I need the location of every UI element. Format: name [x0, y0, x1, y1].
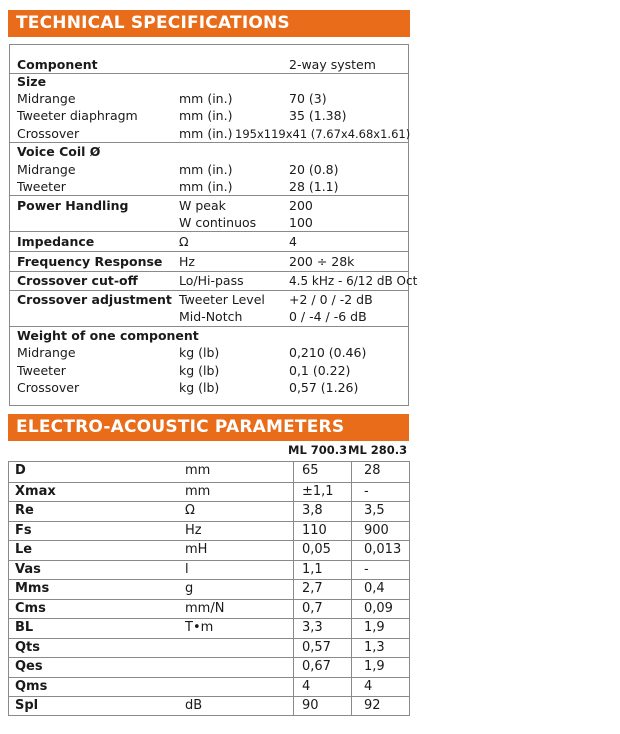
frequency-response-value: 200 ÷ 28k [289, 254, 355, 269]
ml-700-3-value: 3,3 [302, 620, 323, 635]
weight-midrange-label: Midrange [17, 345, 76, 360]
parameter-row [9, 618, 409, 638]
crossover-adjustment-label: Crossover adjustment [17, 292, 172, 307]
parameter-name: Qes [15, 659, 43, 674]
parameter-row [9, 462, 409, 481]
ml-700-3-value: 1,1 [302, 561, 323, 577]
parameter-row [9, 677, 409, 697]
parameter-unit: T•m [185, 620, 214, 635]
weight-midrange-value: 0,210 (0.46) [289, 345, 367, 360]
parameter-row [9, 599, 409, 619]
component-label: Component [17, 57, 98, 72]
size-label: Size [17, 74, 47, 89]
ml-280-3-value: 0,013 [364, 542, 402, 557]
ml-700-3-value: 4 [302, 678, 311, 694]
row-separator [10, 271, 408, 272]
parameter-row [9, 579, 409, 599]
row-separator [10, 73, 408, 74]
parameter-unit: mH [185, 542, 208, 557]
parameter-unit: Hz [185, 522, 202, 538]
parameter-name: BL [15, 620, 34, 635]
ml-700-3-value: 0,7 [302, 600, 323, 616]
column-header-ml-700-3: ML 700.3 [288, 443, 348, 457]
ml-700-3-value: 3,8 [302, 503, 323, 518]
parameter-unit: g [185, 581, 194, 596]
parameter-row [9, 657, 409, 677]
row-separator [10, 195, 408, 196]
ml-280-3-value: 92 [364, 698, 381, 713]
parameter-name: Re [15, 503, 34, 518]
parameter-unit: mm [185, 483, 211, 499]
size-midrange-label: Midrange [17, 91, 76, 106]
parameter-name: Qts [15, 639, 41, 655]
row-separator [10, 326, 408, 327]
ml-280-3-value: 28 [364, 463, 381, 478]
ml-700-3-value: 2,7 [302, 581, 323, 596]
ml-280-3-value: 4 [364, 678, 373, 694]
weight-tweeter-unit: kg (lb) [179, 363, 220, 378]
parameter-name: Spl [15, 698, 39, 713]
component-value: 2-way system [289, 57, 376, 72]
ml-280-3-value: 0,4 [364, 581, 385, 596]
size-crossover-unit: mm (in.) [179, 126, 233, 141]
voice-coil-midrange-value: 20 (0.8) [289, 162, 339, 177]
power-continuous-unit: W continuos [179, 215, 257, 230]
parameter-name: Xmax [15, 483, 56, 499]
impedance-label: Impedance [17, 234, 95, 249]
parameter-row [9, 501, 409, 521]
size-tweeter-value: 35 (1.38) [289, 108, 347, 123]
weight-midrange-unit: kg (lb) [179, 345, 220, 360]
parameter-name: Fs [15, 522, 32, 538]
parameter-row [9, 696, 409, 716]
row-separator [10, 251, 408, 252]
parameter-name: Mms [15, 581, 50, 596]
ml-700-3-value: 90 [302, 698, 319, 713]
power-handling-label: Power Handling [17, 198, 129, 213]
ml-700-3-value: ±1,1 [302, 483, 334, 499]
voice-coil-label: Voice Coil Ø [17, 144, 101, 159]
ml-700-3-value: 65 [302, 463, 319, 478]
parameter-row [9, 540, 409, 560]
size-crossover-value: 195x119x41 (7.67x4.68x1.61) [235, 127, 411, 141]
weight-crossover-value: 0,57 (1.26) [289, 380, 359, 395]
weight-crossover-unit: kg (lb) [179, 380, 220, 395]
size-tweeter-unit: mm (in.) [179, 108, 233, 123]
technical-specifications-table [9, 44, 418, 406]
voice-coil-tweeter-unit: mm (in.) [179, 179, 233, 194]
ml-700-3-value: 0,05 [302, 542, 331, 557]
tweeter-level-unit: Tweeter Level [179, 292, 265, 307]
voice-coil-midrange-unit: mm (in.) [179, 162, 233, 177]
size-midrange-value: 70 (3) [289, 91, 327, 106]
power-peak-value: 200 [289, 198, 313, 213]
parameter-unit: mm/N [185, 600, 225, 616]
parameter-unit: mm [185, 463, 211, 478]
ml-280-3-value: 1,9 [364, 620, 385, 635]
ml-280-3-value: 1,9 [364, 659, 385, 674]
parameter-row [9, 521, 409, 541]
parameter-name: Vas [15, 561, 41, 577]
parameter-row [9, 560, 409, 580]
row-separator [10, 231, 408, 232]
voice-coil-tweeter-value: 28 (1.1) [289, 179, 339, 194]
row-separator [10, 142, 408, 143]
parameter-unit: dB [185, 698, 203, 713]
ml-280-3-value: 900 [364, 522, 389, 538]
weight-tweeter-label: Tweeter [17, 363, 66, 378]
crossover-cutoff-value: 4.5 kHz - 6/12 dB Oct [289, 274, 418, 288]
column-header-ml-280-3: ML 280.3 [348, 443, 408, 457]
parameter-row [9, 638, 409, 658]
ml-280-3-value: 1,3 [364, 639, 385, 655]
technical-specifications-title: TECHNICAL SPECIFICATIONS [8, 10, 410, 37]
ml-280-3-value: 0,09 [364, 600, 393, 616]
parameter-name: Qms [15, 678, 48, 694]
ml-700-3-value: 0,67 [302, 659, 331, 674]
impedance-unit: Ω [179, 234, 189, 249]
voice-coil-tweeter-label: Tweeter [17, 179, 66, 194]
ml-700-3-value: 0,57 [302, 639, 331, 655]
mid-notch-unit: Mid-Notch [179, 309, 243, 324]
power-peak-unit: W peak [179, 198, 226, 213]
power-continuous-value: 100 [289, 215, 313, 230]
voice-coil-midrange-label: Midrange [17, 162, 76, 177]
ml-280-3-value: 3,5 [364, 503, 385, 518]
crossover-cutoff-label: Crossover cut-off [17, 273, 138, 288]
frequency-response-label: Frequency Response [17, 254, 163, 269]
mid-notch-value: 0 / -4 / -6 dB [289, 309, 367, 324]
parameter-name: D [15, 463, 26, 478]
size-tweeter-label: Tweeter diaphragm [17, 108, 138, 123]
size-crossover-label: Crossover [17, 126, 80, 141]
electro-acoustic-parameters-title: ELECTRO-ACOUSTIC PARAMETERS [8, 414, 409, 441]
ml-280-3-value: - [364, 483, 369, 499]
ml-280-3-value: - [364, 561, 369, 577]
parameter-row [9, 482, 409, 502]
weight-crossover-label: Crossover [17, 380, 80, 395]
parameter-unit: l [185, 561, 189, 577]
parameter-name: Cms [15, 600, 46, 616]
weight-label: Weight of one component [17, 328, 199, 343]
parameter-unit: Ω [185, 503, 195, 518]
tweeter-level-value: +2 / 0 / -2 dB [289, 292, 373, 307]
crossover-cutoff-unit: Lo/Hi-pass [179, 273, 244, 288]
electro-acoustic-parameters-table [8, 461, 410, 716]
row-separator [10, 290, 408, 291]
frequency-response-unit: Hz [179, 254, 195, 269]
parameter-name: Le [15, 542, 33, 557]
impedance-value: 4 [289, 234, 297, 249]
size-midrange-unit: mm (in.) [179, 91, 233, 106]
weight-tweeter-value: 0,1 (0.22) [289, 363, 351, 378]
ml-700-3-value: 110 [302, 522, 327, 538]
